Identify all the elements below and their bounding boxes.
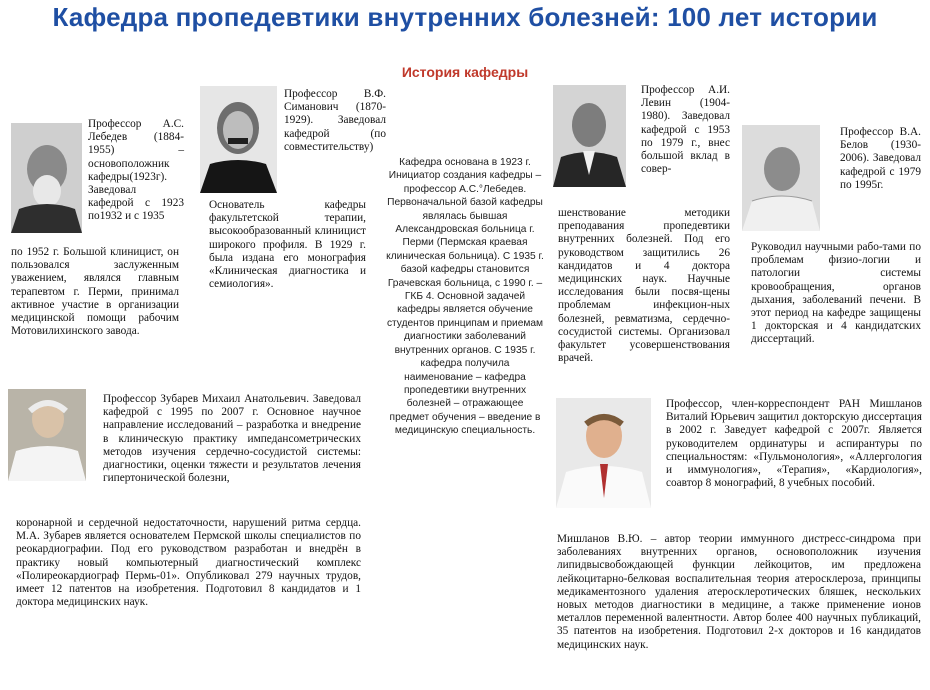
- zubarev-portrait: [8, 389, 86, 481]
- mishlanov-header: Профессор, член-корреспондент РАН Мишланов Виталий Юрьевич защитил докторскую диссертация в 2002 г. Заведует кафедрой с 2007г. Является руководителем ординатуры и аспирантуры по специальностям: «Пульмонология», «Аллергология и иммунология», «Терапия», «Кардиология», соавтор 8 монографий, 8 учебных пособий.: [666, 398, 922, 490]
- mishlanov-body: Мишланов В.Ю. – автор теории иммунного дистресс-синдрома при заболеваниях внутренних органов, основоположник изучения липидвысвобождающей функции лейкоцитов, им предложена лейкоцитарно-белковая воспалительная теория атеросклероза, принципы медикаментозного удаления атеросклеротических бляшек, нескольких новых методов диагностики в медицине, а также применение ионов металлов переменной валентности. Автор более 400 научных публикаций, 35 патентов на изобретения. Подготовил 2-х докторов и 16 кандидатов медицинских наук.: [557, 533, 921, 651]
- lebedev-portrait: [11, 123, 82, 233]
- levin-header: Профессор А.И. Левин (1904-1980). Заведовал кафедрой с 1953 по 1979 г., внес большой вклад в совер-: [641, 84, 730, 176]
- zubarev-body: коронарной и сердечной недостаточности, нарушений ритма сердца. М.А. Зубарев является основателем Пермской школы специалистов по реокардиографии. Под его руководством разработан и внедрён в практику новый компьютерный диагностический комплекс «Полиреокардиограф Пермь-01». Опубликовал 279 научных трудов, имеет 12 патентов на изобретения. Подготовил 8 кандидатов и 1 доктора медицинских наук.: [16, 517, 361, 609]
- simanovich-header: Профессор В.Ф. Симанович (1870-1929). Заведовал кафедрой (по совместительству): [284, 88, 386, 153]
- simanovich-body: Основатель кафедры факультетской терапии, высокообразованный клиницист широкого профиля. В 1929 г. была издана его монография «Клиническая диагностика и семиология».: [209, 199, 366, 291]
- history-summary: Кафедра основана в 1923 г. Инициатор создания кафедры – профессор А.С.°Лебедев. Первоначальной базой кафедры являлась бывшая Александровская больница г. Перми (Пермская краевая клиническая больница). С 1935 г. базой кафедры становится Грачевская больница, с 1990 г. – ГКБ 4. Основной задачей кафедры является обучение студентов принципам и приемам диагностики заболеваний внутренних органов. С 1935 г. кафедра получила наименование – кафедра пропедевтики внутренних болезней – отражающее предмет обучения – введение в медицинскую специальность.: [386, 157, 544, 437]
- zubarev-header: Профессор Зубарев Михаил Анатольевич. Заведовал кафедрой с 1995 по 2007 г. Основное научное направление исследований – разработка и внедрение в клиническую практику импедансометрических методов изучения сердечно-сосудистой системы: диагностики, оценки тяжести и результатов лечения гипертонической болезни,: [103, 393, 361, 485]
- levin-body: шенствование методики преподавания пропедевтики внутренних болезней. Под его руководством защитились 26 кандидатов и 4 доктора медицинских наук. Научные исследования были посвя-щены проблемам инфекцион-ных болезней, ревматизма, сердечно-сосудистой системы. Организовал факультет усовершенствования врачей.: [558, 207, 730, 365]
- page-title: Кафедра пропедевтики внутренних болезней: 100 лет истории: [52, 2, 878, 32]
- simanovich-portrait: [200, 86, 277, 193]
- belov-portrait: [742, 125, 820, 231]
- belov-header: Профессор В.А. Белов (1930-2006). Заведовал кафедрой с 1979 по 1995г.: [840, 126, 921, 191]
- section-subtitle: История кафедры: [401, 64, 529, 80]
- levin-portrait: [553, 85, 626, 187]
- mishlanov-portrait: [556, 398, 651, 508]
- lebedev-body: по 1952 г. Большой клиницист, он пользовался заслуженным уважением, являлся главным терапевтом г. Перми, принимал активное участие в организации медицинской помощи рабочим Мотовилихинского завода.: [11, 246, 179, 338]
- belov-body: Руководил научными рабо-тами по проблемам физио-логии и патологии системы кровообращения, органов дыхания, заболеваний печени. В этот период на кафедре защищены 1 докторская и 4 кандидатских диссертаций.: [751, 241, 921, 346]
- lebedev-header: Профессор А.С. Лебедев (1884-1955) – основоположник кафедры(1923г). Заведовал кафедрой с 1923 по1932 и с 1935: [88, 118, 184, 223]
